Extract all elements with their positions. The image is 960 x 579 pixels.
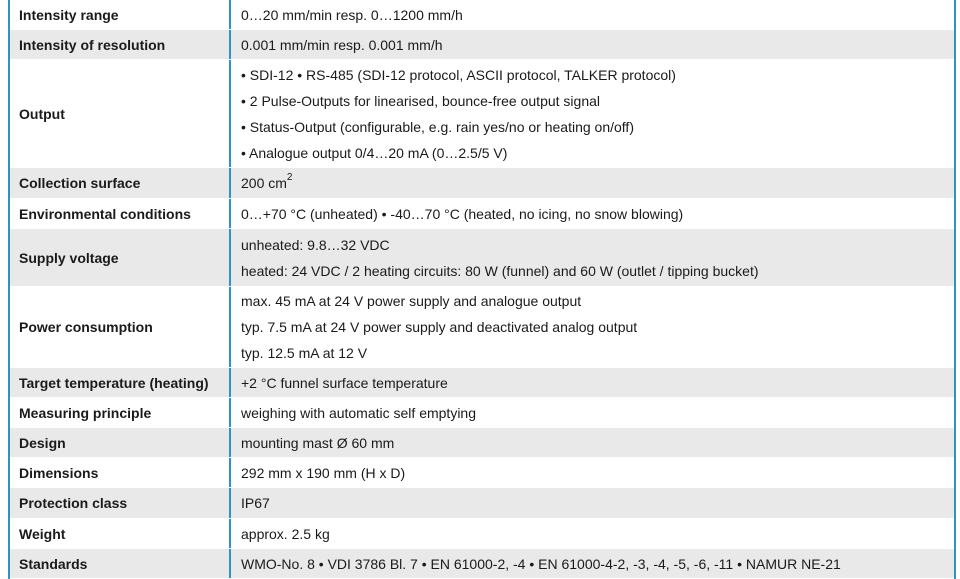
value-text: +2 °C funnel surface temperature [241, 374, 448, 391]
row-label: Intensity range [10, 0, 231, 29]
value-line [241, 370, 954, 396]
value-text: mounting mast Ø 60 mm [241, 434, 395, 451]
table-row [10, 519, 954, 549]
row-value [231, 488, 954, 518]
value-text: typ. 7.5 mA at 24 V power supply and deactivated analog output [241, 319, 638, 335]
row-label: Intensity of resolution [10, 30, 231, 59]
row-label: Standards [10, 549, 231, 578]
value-line [241, 521, 954, 547]
value-text: 0…20 mm/min resp. 0…1200 mm/h [241, 6, 463, 23]
value-line [241, 170, 954, 196]
row-value [231, 458, 954, 487]
value-line [241, 232, 954, 258]
value-text: WMO-No. 8 • VDI 3786 Bl. 7 • EN 61000-2, -4 • EN 61000-4-2, -3, -4, -5, -6, -11 • NAMUR NE-21 [241, 555, 841, 572]
value-line [241, 490, 954, 516]
row-value [231, 199, 954, 228]
value-text: • 2 Pulse-Outputs for linearised, bounce-free output signal [241, 92, 600, 109]
value-line [241, 340, 954, 366]
table-row [10, 458, 954, 488]
value-line [241, 430, 954, 456]
value-text: weighing with automatic self emptying [241, 404, 477, 421]
row-value [231, 0, 954, 29]
table-row [10, 30, 954, 60]
value-line [241, 314, 954, 340]
value-text: • Analogue output 0/4…20 mA (0…2.5/5 V) [241, 144, 508, 161]
table-row [10, 368, 954, 398]
value-text: • Status-Output (configurable, e.g. rain yes/no or heating on/off) [241, 118, 634, 135]
value-line [241, 460, 954, 486]
value-text: 0…+70 °C (unheated) • -40…70 °C (heated, no icing, no snow blowing) [241, 205, 684, 222]
table-row [10, 168, 954, 199]
row-label: Protection class [10, 488, 231, 518]
value-text: 200 cm [241, 175, 287, 191]
value-text: approx. 2.5 kg [241, 525, 330, 542]
table-row [10, 0, 954, 30]
row-label: Dimensions [10, 458, 231, 487]
table-row [10, 199, 954, 229]
value-text: 292 mm x 190 mm (H x D) [241, 464, 406, 481]
value-line [241, 2, 954, 28]
value-text: max. 45 mA at 24 V power supply and analogue output [241, 293, 582, 309]
specifications-table [8, 0, 956, 579]
row-label: Environmental conditions [10, 199, 231, 228]
row-label: Weight [10, 519, 231, 548]
value-line [241, 288, 954, 314]
row-value [231, 428, 954, 457]
value-line [241, 551, 954, 577]
value-text: unheated: 9.8…32 VDC [241, 236, 390, 253]
row-value [231, 287, 954, 367]
value-line [241, 400, 954, 426]
row-value [231, 398, 954, 427]
table-row [10, 488, 954, 519]
row-value [231, 229, 954, 286]
table-row [10, 398, 954, 428]
table-row [10, 60, 954, 168]
row-value [231, 60, 954, 167]
row-label: Power consumption [10, 287, 231, 367]
table-row [10, 549, 954, 579]
value-text: • SDI-12 • RS-485 (SDI-12 protocol, ASCII protocol, TALKER protocol) [241, 66, 676, 83]
value-line [241, 114, 954, 140]
value-text: IP67 [241, 495, 270, 511]
row-value [231, 168, 954, 198]
value-text: typ. 12.5 mA at 12 V [241, 345, 368, 361]
table-row [10, 428, 954, 458]
row-value [231, 519, 954, 548]
value-line [241, 88, 954, 114]
row-label: Design [10, 428, 231, 457]
value-line [241, 32, 954, 58]
value-text: heated: 24 VDC / 2 heating circuits: 80 W (funnel) and 60 W (outlet / tipping bucket) [241, 262, 759, 279]
row-label: Measuring principle [10, 398, 231, 427]
row-label: Collection surface [10, 168, 231, 198]
row-label: Output [10, 60, 231, 167]
value-line [241, 201, 954, 227]
row-label: Supply voltage [10, 229, 231, 286]
value-text: 0.001 mm/min resp. 0.001 mm/h [241, 36, 443, 53]
value-line [241, 140, 954, 166]
table-row [10, 229, 954, 287]
row-label: Target temperature (heating) [10, 368, 231, 397]
table-row [10, 287, 954, 368]
row-value [231, 549, 954, 578]
value-line [241, 62, 954, 88]
value-line [241, 258, 954, 284]
superscript: 2 [286, 172, 293, 184]
row-value [231, 368, 954, 397]
row-value [231, 30, 954, 59]
